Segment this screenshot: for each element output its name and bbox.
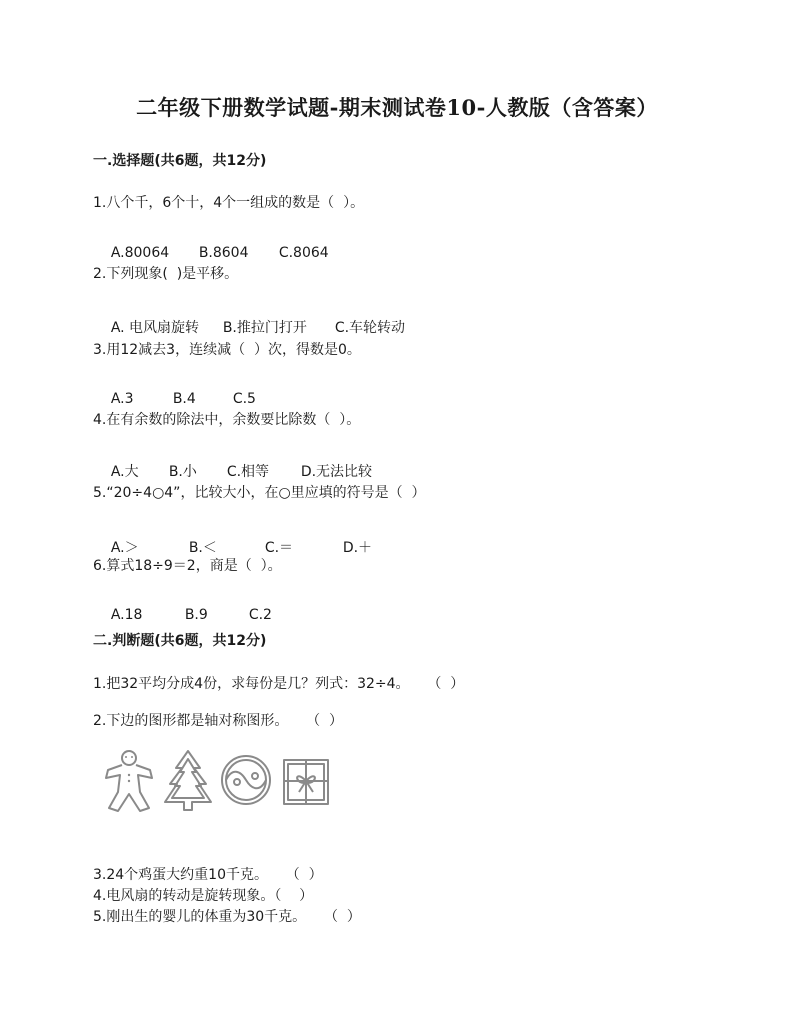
q3-option-c: C.5: [232, 391, 256, 407]
q5-option-b: B.＜: [188, 540, 217, 556]
page-title: 二年级下册数学试题-期末测试卷10-人教版（含答案）: [136, 95, 658, 120]
judge-q5: 5.刚出生的婴儿的体重为30千克。 （ ）: [93, 909, 361, 925]
gift-box-icon: [280, 748, 332, 814]
q5-stem: 5.“20÷4○4”，比较大小，在○里应填的符号是（ ）: [93, 485, 426, 501]
judge-q3: 3.24个鸡蛋大约重10千克。 （ ）: [93, 867, 323, 883]
q4-option-d: D.无法比较: [300, 464, 373, 480]
q2-option-b: B.推拉门打开: [222, 320, 307, 336]
q4-option-c: C.相等: [226, 464, 270, 480]
q6-option-a: A.18: [110, 607, 143, 623]
q2-option-c: C.车轮转动: [334, 320, 406, 336]
q6-option-c: C.2: [248, 607, 272, 623]
judge-q4: 4.电风扇的转动是旋转现象。（ ）: [93, 888, 314, 904]
q1-option-a: A.80064: [110, 245, 170, 261]
q3-stem: 3.用12减去3，连续减（ ）次，得数是0。: [93, 342, 361, 358]
judge-q2: 2.下边的图形都是轴对称图形。 （ ）: [93, 713, 344, 729]
q3-option-b: B.4: [172, 391, 196, 407]
symmetry-figures: [100, 748, 332, 814]
yin-yang-icon: [218, 748, 274, 814]
q4-stem: 4.在有余数的除法中，余数要比除数（ ）。: [93, 412, 361, 428]
pine-tree-icon: [162, 748, 214, 814]
q1-option-b: B.8604: [198, 245, 249, 261]
judge-q1: 1.把32平均分成4份，求每份是几？列式：32÷4。 （ ）: [93, 676, 465, 692]
q1-option-c: C.8064: [278, 245, 329, 261]
q4-option-b: B.小: [168, 464, 197, 480]
q6-stem: 6.算式18÷9＝2，商是（ ）。: [93, 558, 282, 574]
q5-option-c: C.＝: [264, 540, 294, 556]
section2-heading: 二.判断题(共6题，共12分): [93, 633, 267, 649]
q3-option-a: A.3: [110, 391, 134, 407]
q6-option-b: B.9: [184, 607, 208, 623]
q5-option-d: D.＋: [342, 540, 373, 556]
q2-option-a: A. 电风扇旋转: [110, 320, 200, 336]
q4-option-a: A.大: [110, 464, 139, 480]
gingerbread-icon: [100, 748, 158, 814]
q2-stem: 2.下列现象( )是平移。: [93, 266, 239, 282]
q5-option-a: A.＞: [110, 540, 139, 556]
q1-stem: 1.八个千，6个十，4个一组成的数是（ ）。: [93, 195, 365, 211]
section1-heading: 一.选择题(共6题，共12分): [93, 153, 267, 169]
